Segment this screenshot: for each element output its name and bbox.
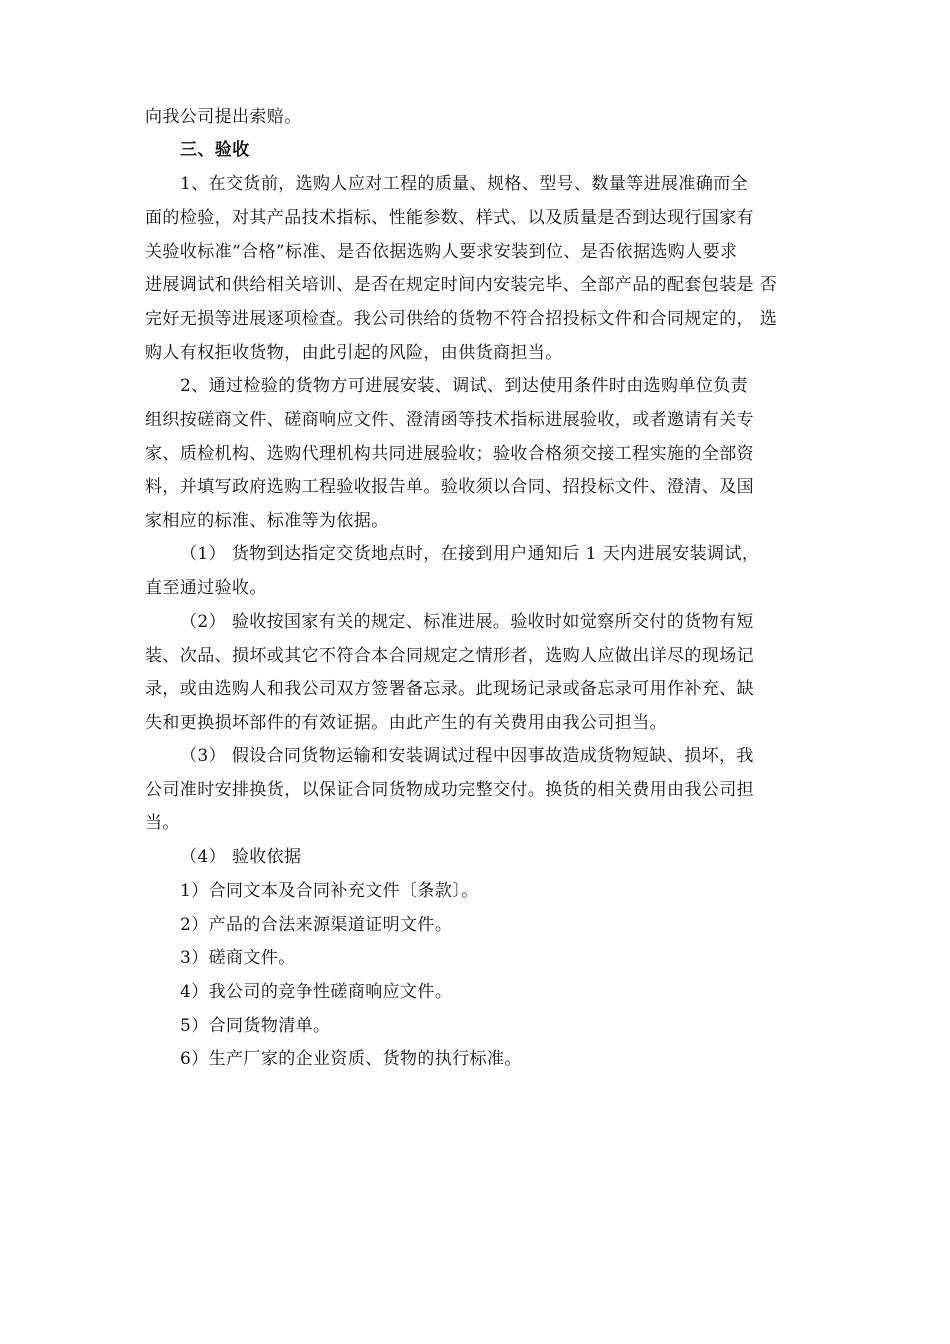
- section-heading: 三、验收: [180, 140, 250, 160]
- paragraph-line: 当。: [145, 813, 180, 833]
- paragraph-line: 失和更换损坏部件的有效证据。由此产生的有关费用由我公司担当。: [145, 713, 667, 733]
- paragraph-line: 购人有权拒收货物，由此引起的风险，由供货商担当。: [145, 343, 563, 363]
- paragraph-line: 1、在交货前，选购人应对工程的质量、规格、型号、数量等进展准确而全: [180, 174, 749, 194]
- paragraph-line: 料，并填写政府选购工程验收报告单。验收须以合同、招投标文件、澄清、及国: [145, 477, 754, 497]
- paragraph-line: （3） 假设合同货物运输和安装调试过程中因事故造成货物短缺、损坏，我: [180, 746, 754, 766]
- paragraph-line: 家相应的标准、标准等为依据。: [145, 511, 389, 531]
- list-item: 4）我公司的竞争性磋商响应文件。: [180, 982, 453, 1002]
- paragraph-line: 直至通过验收。: [145, 578, 267, 598]
- paragraph-line: 装、次品、损坏或其它不符合本合同规定之情形者，选购人应做出详尽的现场记: [145, 646, 754, 666]
- list-item: 2）产品的合法来源渠道证明文件。: [180, 915, 453, 935]
- paragraph-line: 面的检验，对其产品技术指标、性能参数、样式、以及质量是否到达现行国家有: [145, 208, 754, 228]
- paragraph-line: 向我公司提出索赔。: [145, 107, 302, 127]
- list-item: 5）合同货物清单。: [180, 1016, 331, 1036]
- paragraph-line: 完好无损等进展逐项检查。我公司供给的货物不符合招投标文件和合同规定的， 选: [145, 309, 778, 329]
- paragraph-line: 进展调试和供给相关培训、是否在规定时间内安装完毕、全部产品的配套包装是 否: [145, 275, 778, 295]
- paragraph-line: （1） 货物到达指定交货地点时，在接到用户通知后 1 天内进展安装调试，: [180, 544, 760, 564]
- paragraph-line: 组织按磋商文件、磋商响应文件、澄清函等技术指标进展验收，或者邀请有关专: [145, 410, 754, 430]
- list-heading: （4） 验收依据: [180, 847, 302, 867]
- paragraph-line: 录，或由选购人和我公司双方签署备忘录。此现场记录或备忘录可用作补充、缺: [145, 679, 754, 699]
- list-item: 3）磋商文件。: [180, 948, 296, 968]
- list-item: 6）生产厂家的企业资质、货物的执行标准。: [180, 1049, 522, 1069]
- paragraph-line: 公司准时安排换货，以保证合同货物成功完整交付。换货的相关费用由我公司担: [145, 780, 754, 800]
- paragraph-line: 关验收标准“合格”标准、是否依据选购人要求安装到位、是否依据选购人要求: [145, 242, 738, 262]
- paragraph-line: （2） 验收按国家有关的规定、标准进展。验收时如觉察所交付的货物有短: [180, 612, 754, 632]
- list-item: 1）合同文本及合同补充文件〔条款〕。: [180, 881, 479, 901]
- paragraph-line: 2、通过检验的货物方可进展安装、调试、到达使用条件时由选购单位负责: [180, 376, 749, 396]
- paragraph-line: 家、质检机构、选购代理机构共同进展验收；验收合格须交接工程实施的全部资: [145, 444, 754, 464]
